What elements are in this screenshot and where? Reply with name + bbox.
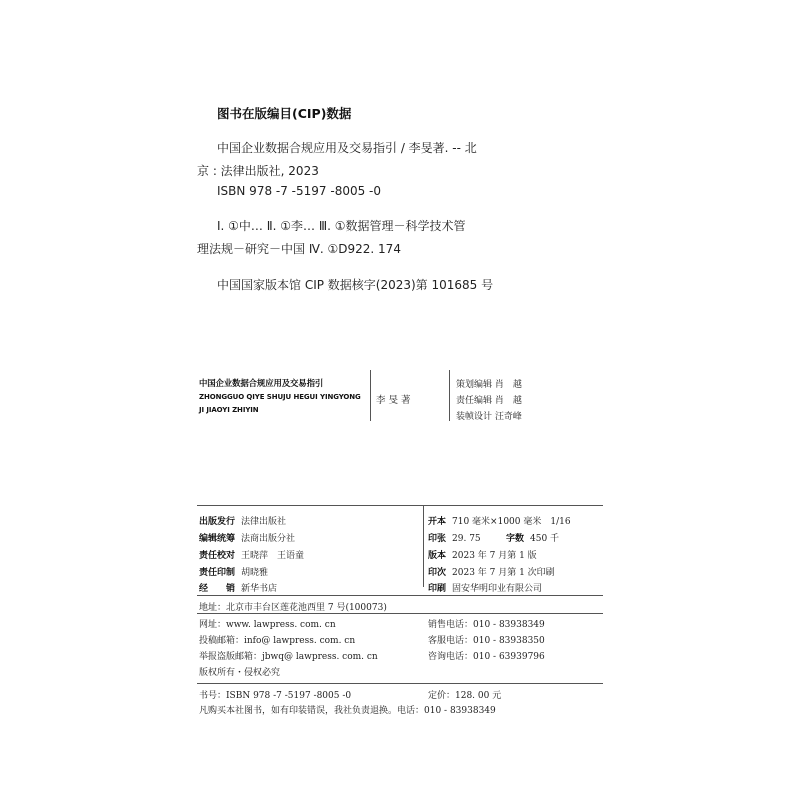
book-isbn: 书号：ISBN 978 -7 -5197 -8005 -0 [199, 691, 352, 701]
planning-editor: 策划编辑 肖 越 [456, 380, 522, 390]
book-title-cn: 中国企业数据合规应用及交易指引 [199, 378, 324, 388]
pub-value-coordination: 法商出版分社 [241, 534, 296, 544]
cip-line-publisher: 京 : 法律出版社, 2023 [197, 164, 319, 178]
cip-line-classification: Ⅰ. ①中… Ⅱ. ①李… Ⅲ. ①数据管理－科学技术管 [217, 219, 466, 233]
book-title-pinyin-2: JI JIAOYI ZHIYIN [199, 406, 259, 414]
consult-phone: 咨询电话：010 - 63939796 [428, 652, 545, 662]
cip-line-record-number: 中国国家版本馆 CIP 数据核字(2023)第 101685 号 [217, 278, 494, 292]
contact-address-rule [197, 613, 603, 614]
pub-table-top-rule [197, 505, 603, 506]
pub-label-printer: 印刷 [428, 584, 447, 594]
pub-value-words: 450 千 [530, 534, 560, 544]
pub-label-words: 字数 [506, 534, 525, 544]
pub-label-printing: 印次 [428, 568, 447, 578]
sales-phone: 销售电话：010 - 83938349 [428, 620, 545, 630]
publisher-website[interactable]: 网址：www. lawpress. com. cn [199, 620, 336, 630]
cip-line-classification-cont: 理法规－研究－中国 Ⅳ. ①D922. 174 [197, 242, 401, 256]
pub-label-edition: 版本 [428, 551, 447, 561]
pub-label-format: 开本 [428, 517, 447, 527]
cip-line-isbn: ISBN 978 -7 -5197 -8005 -0 [217, 184, 382, 198]
pub-label-print-manager: 责任印制 [199, 568, 236, 578]
pub-label-distributor: 经 销 [199, 584, 236, 594]
pub-value-publisher: 法律出版社 [241, 517, 287, 527]
pub-value-distributor: 新华书店 [241, 584, 278, 594]
pub-label-publisher: 出版发行 [199, 517, 236, 527]
pub-label-sheets: 印张 [428, 534, 447, 544]
service-phone: 客服电话：010 - 83938350 [428, 636, 545, 646]
copyright-notice: 版权所有・侵权必究 [199, 668, 281, 678]
pub-table-divider [423, 505, 424, 587]
pub-value-printer: 固安华明印业有限公司 [452, 584, 543, 594]
pub-value-printing: 2023 年 7 月第 1 次印刷 [452, 568, 555, 578]
pub-value-proofreader: 王晓萍 王语童 [241, 551, 305, 561]
contact-top-rule [197, 595, 603, 596]
piracy-report-email[interactable]: 举报盗版邮箱：jbwq@ lawpress. com. cn [199, 652, 378, 662]
publisher-address: 地址：北京市丰台区莲花池西里 7 号(100073) [199, 603, 387, 613]
book-price: 定价：128. 00 元 [428, 691, 502, 701]
book-title-pinyin-1: ZHONGGUO QIYE SHUJU HEGUI YINGYONG [199, 393, 361, 401]
pub-row-printer [428, 576, 542, 595]
submission-email[interactable]: 投稿邮箱：info@ lawpress. com. cn [199, 636, 356, 646]
cip-heading: 图书在版编目(CIP)数据 [217, 106, 352, 121]
pub-label-coordination: 编辑统筹 [199, 534, 236, 544]
pub-value-edition: 2023 年 7 月第 1 版 [452, 551, 537, 561]
return-notice: 凡购买本社图书，如有印装错误，我社负责退换。电话：010 - 83938349 [199, 706, 496, 716]
title-divider-1 [370, 370, 371, 421]
title-divider-2 [449, 370, 450, 421]
pub-row-distributor [199, 576, 277, 595]
pub-value-sheets: 29. 75 [452, 534, 481, 544]
pub-label-proofreader: 责任校对 [199, 551, 236, 561]
cip-line-title: 中国企业数据合规应用及交易指引 / 李旻著. -- 北 [217, 141, 477, 155]
author: 李 旻 著 [376, 395, 411, 406]
pub-value-format: 710 毫米×1000 毫米 1/16 [452, 517, 571, 527]
cover-designer: 装帧设计 汪奇峰 [456, 412, 522, 422]
responsible-editor: 责任编辑 肖 越 [456, 396, 522, 406]
footer-top-rule [197, 683, 603, 684]
pub-value-print-manager: 胡晓雅 [241, 568, 269, 578]
